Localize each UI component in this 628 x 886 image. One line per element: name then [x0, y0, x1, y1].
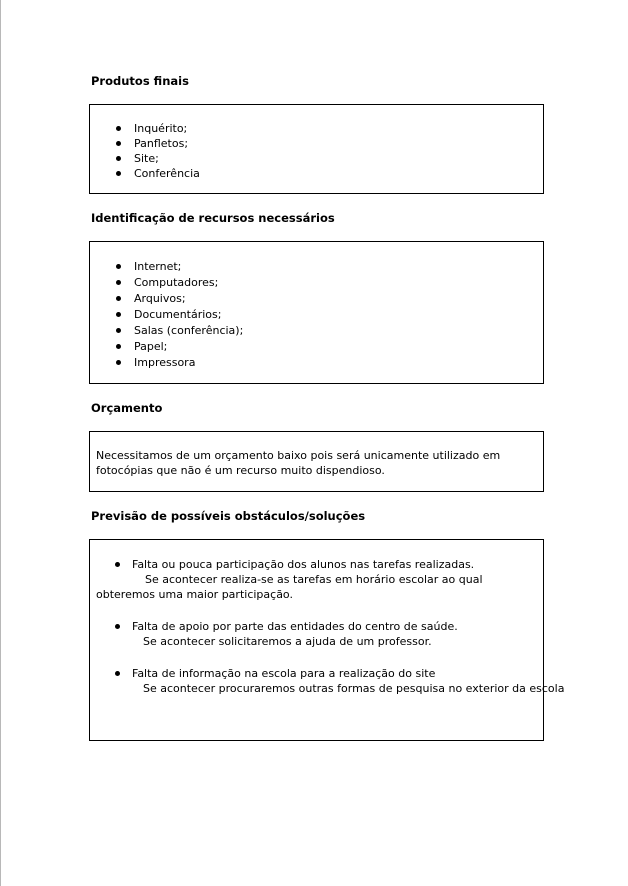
- list-item: Conferência: [90, 166, 543, 181]
- list-item: Panfletos;: [90, 136, 543, 151]
- box-orcamento: [89, 431, 544, 492]
- bullet-icon: [116, 264, 121, 269]
- bullet-icon: [116, 328, 121, 333]
- bullet-icon: [116, 280, 121, 285]
- bullet-icon: [116, 126, 121, 131]
- list-item: Salas (conferência);: [90, 323, 543, 339]
- list-recursos: [90, 259, 543, 371]
- obstacle-solution: Se acontecer realiza-se as tarefas em horário escolar ao qual obteremos uma maior participação.: [96, 573, 483, 601]
- list-item: Site;: [90, 151, 543, 166]
- bullet-icon: [116, 171, 121, 176]
- list-item: Internet;: [90, 259, 543, 275]
- list-item: Impressora: [90, 355, 543, 371]
- list-item: Computadores;: [90, 275, 543, 291]
- obstacle-problem: Falta ou pouca participação dos alunos nas tarefas realizadas.: [132, 558, 475, 571]
- list-item: Documentários;: [90, 307, 543, 323]
- bullet-icon: [115, 624, 120, 629]
- obstacle-item: [90, 666, 565, 696]
- box-recursos: [89, 241, 544, 384]
- list-item: Papel;: [90, 339, 543, 355]
- obstacle-item: [90, 619, 543, 649]
- list-produtos-finais: [90, 121, 543, 181]
- box-obstaculos: [89, 539, 565, 741]
- bullet-icon: [116, 344, 121, 349]
- obstacle-problem: Falta de informação na escola para a realização do site: [132, 667, 436, 680]
- heading-orcamento: Orçamento: [91, 401, 163, 415]
- bullet-icon: [115, 671, 120, 676]
- bullet-icon: [116, 360, 121, 365]
- bullet-icon: [115, 562, 120, 567]
- list-item: Inquérito;: [90, 121, 543, 136]
- heading-recursos: Identificação de recursos necessários: [91, 211, 335, 225]
- heading-obstaculos: Previsão de possíveis obstáculos/soluções: [91, 509, 366, 523]
- heading-produtos-finais: Produtos finais: [91, 74, 189, 88]
- bullet-icon: [116, 141, 121, 146]
- list-item: Arquivos;: [90, 291, 543, 307]
- box-produtos-finais: [89, 104, 544, 194]
- bullet-icon: [116, 312, 121, 317]
- obstacle-solution: Se acontecer solicitaremos a ajuda de um professor.: [143, 635, 432, 648]
- obstacle-solution: Se acontecer procuraremos outras formas de pesquisa no exterior da escola: [143, 682, 565, 695]
- orcamento-text: Necessitamos de um orçamento baixo pois será unicamente utilizado em fotocópias que não é um recurso muito dispendioso.: [96, 449, 501, 477]
- obstacle-item: [90, 557, 543, 602]
- bullet-icon: [116, 156, 121, 161]
- obstacle-problem: Falta de apoio por parte das entidades do centro de saúde.: [132, 620, 458, 633]
- page-edge: [0, 0, 1, 886]
- bullet-icon: [116, 296, 121, 301]
